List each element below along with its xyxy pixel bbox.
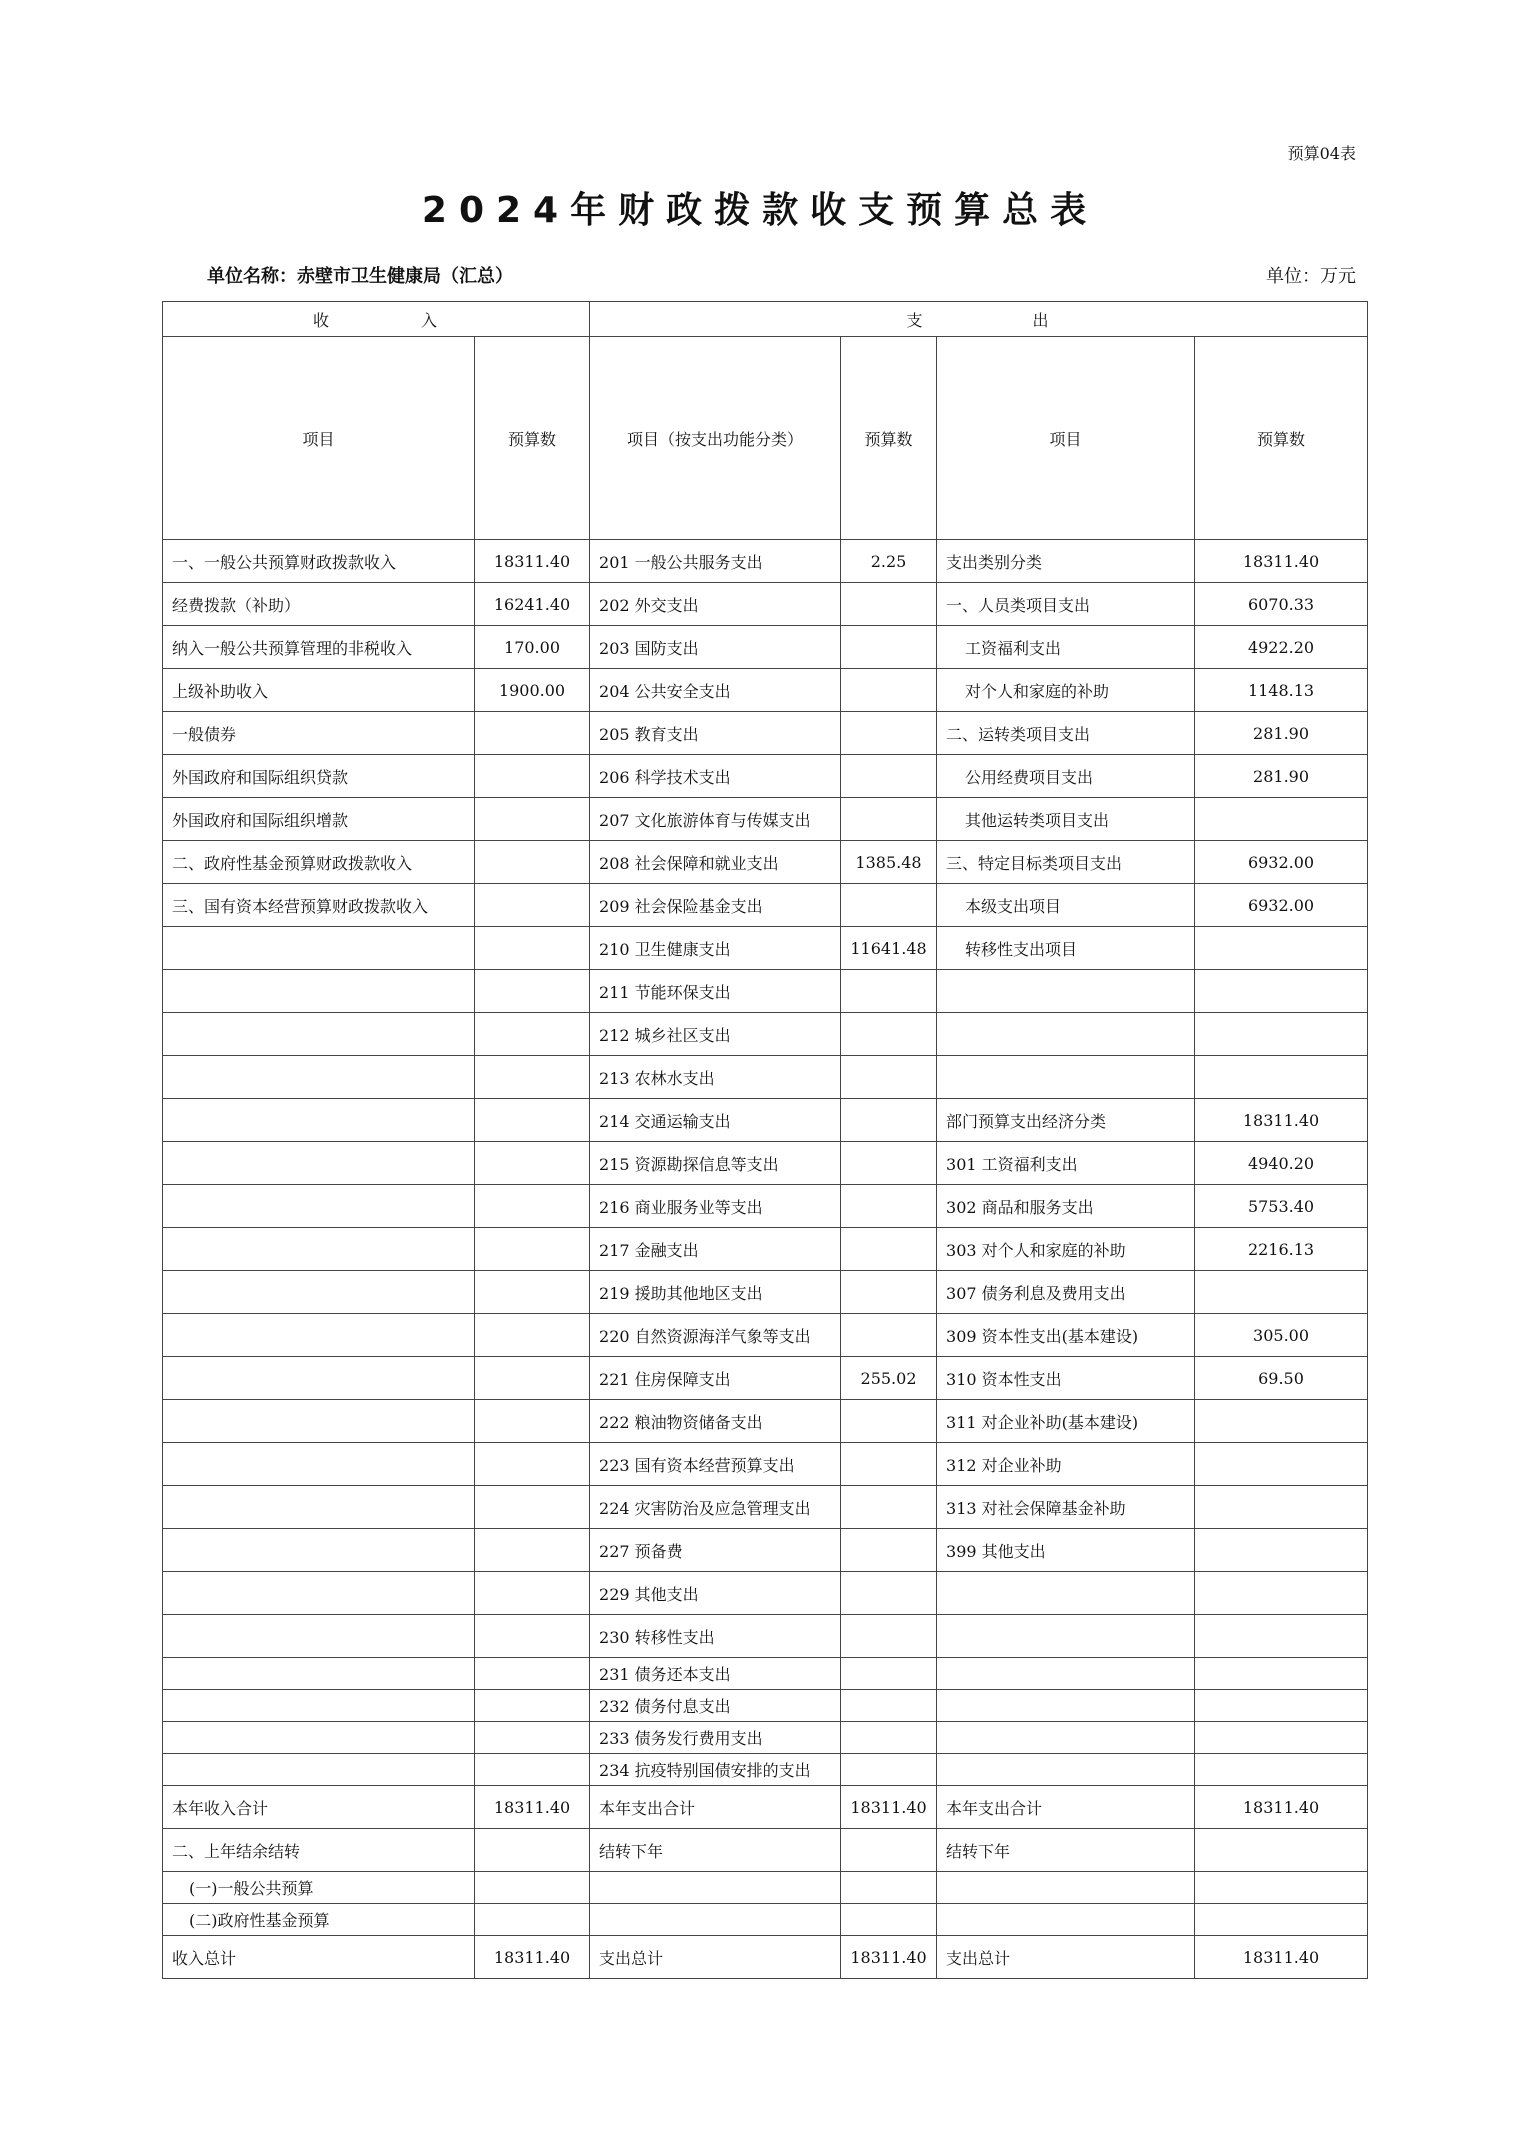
cell-income-amount — [475, 712, 590, 755]
table-row — [163, 1786, 1368, 1829]
cell-function-item: 209 社会保险基金支出 — [590, 884, 841, 927]
cell-income-amount — [475, 1658, 590, 1690]
cell-category-amount: 6932.00 — [1195, 884, 1368, 927]
income-group-header: 收 入 — [163, 302, 590, 337]
cell-function-item: 203 国防支出 — [590, 626, 841, 669]
cell-income-item: 二、上年结余结转 — [163, 1829, 475, 1872]
cell-category-amount: 281.90 — [1195, 712, 1368, 755]
cell-category-amount — [1195, 1722, 1368, 1754]
cell-function-item: 211 节能环保支出 — [590, 970, 841, 1013]
cell-income-item: 一般债券 — [163, 712, 475, 755]
cell-function-amount — [841, 1228, 937, 1271]
cell-income-amount — [475, 970, 590, 1013]
cell-income-item — [163, 1142, 475, 1185]
table-row — [163, 669, 1368, 712]
cell-income-item — [163, 1228, 475, 1271]
cell-function-amount — [841, 1572, 937, 1615]
cell-category-item — [937, 970, 1195, 1013]
cell-category-item: 309 资本性支出(基本建设) — [937, 1314, 1195, 1357]
cell-income-amount — [475, 1829, 590, 1872]
cell-income-item — [163, 927, 475, 970]
cell-income-amount: 18311.40 — [475, 540, 590, 583]
cell-category-item: 303 对个人和家庭的补助 — [937, 1228, 1195, 1271]
cell-function-amount: 255.02 — [841, 1357, 937, 1400]
cell-category-amount: 18311.40 — [1195, 1936, 1368, 1979]
cell-income-amount — [475, 1142, 590, 1185]
cell-income-item: 外国政府和国际组织增款 — [163, 798, 475, 841]
cell-function-amount — [841, 1529, 937, 1572]
cell-income-amount — [475, 841, 590, 884]
table-row — [163, 1615, 1368, 1658]
table-row — [163, 1314, 1368, 1357]
page-title: 2024年财政拨款收支预算总表 — [421, 190, 1099, 231]
cell-function-amount — [841, 1142, 937, 1185]
cell-income-amount — [475, 1013, 590, 1056]
cell-function-item: 232 债务付息支出 — [590, 1690, 841, 1722]
cell-function-item: 229 其他支出 — [590, 1572, 841, 1615]
table-row — [163, 884, 1368, 927]
column-header-row — [163, 337, 1368, 540]
cell-category-amount — [1195, 1486, 1368, 1529]
cell-income-amount — [475, 1615, 590, 1658]
cell-income-item — [163, 1572, 475, 1615]
cell-income-item: 上级补助收入 — [163, 669, 475, 712]
cell-function-item: 230 转移性支出 — [590, 1615, 841, 1658]
cell-function-amount — [841, 1872, 937, 1904]
cell-category-item — [937, 1754, 1195, 1786]
table-row — [163, 1400, 1368, 1443]
cell-income-item: 二、政府性基金预算财政拨款收入 — [163, 841, 475, 884]
cell-category-item — [937, 1872, 1195, 1904]
cell-function-item — [590, 1904, 841, 1936]
cell-category-item — [937, 1572, 1195, 1615]
cell-function-amount: 18311.40 — [841, 1936, 937, 1979]
cell-income-item: 外国政府和国际组织贷款 — [163, 755, 475, 798]
cell-income-amount — [475, 1872, 590, 1904]
cell-function-amount — [841, 1658, 937, 1690]
cell-income-item — [163, 1722, 475, 1754]
cell-income-item: 纳入一般公共预算管理的非税收入 — [163, 626, 475, 669]
table-row — [163, 1443, 1368, 1486]
cell-function-item: 207 文化旅游体育与传媒支出 — [590, 798, 841, 841]
cell-category-amount — [1195, 1443, 1368, 1486]
cell-function-item: 202 外交支出 — [590, 583, 841, 626]
cell-function-amount — [841, 798, 937, 841]
table-row — [163, 1486, 1368, 1529]
table-row — [163, 1904, 1368, 1936]
cell-category-amount: 281.90 — [1195, 755, 1368, 798]
cell-function-amount — [841, 1185, 937, 1228]
cell-category-amount — [1195, 1615, 1368, 1658]
cell-category-item — [937, 1615, 1195, 1658]
table-row — [163, 1572, 1368, 1615]
table-row — [163, 1271, 1368, 1314]
col-header-category-amount: 预算数 — [1195, 337, 1368, 540]
table-row — [163, 712, 1368, 755]
cell-income-item — [163, 1529, 475, 1572]
cell-function-item: 213 农林水支出 — [590, 1056, 841, 1099]
table-row — [163, 1722, 1368, 1754]
cell-category-amount — [1195, 1904, 1368, 1936]
cell-category-item: 本年支出合计 — [937, 1786, 1195, 1829]
cell-income-amount — [475, 1690, 590, 1722]
col-header-income-item: 项目 — [163, 337, 475, 540]
cell-function-amount — [841, 1690, 937, 1722]
cell-category-item — [937, 1658, 1195, 1690]
cell-function-item — [590, 1872, 841, 1904]
cell-category-amount: 2216.13 — [1195, 1228, 1368, 1271]
cell-category-item — [937, 1722, 1195, 1754]
cell-category-item: 结转下年 — [937, 1829, 1195, 1872]
cell-function-amount — [841, 1314, 937, 1357]
cell-category-item: 部门预算支出经济分类 — [937, 1099, 1195, 1142]
cell-category-item — [937, 1013, 1195, 1056]
cell-income-item — [163, 1658, 475, 1690]
cell-category-item: 301 工资福利支出 — [937, 1142, 1195, 1185]
cell-function-item: 205 教育支出 — [590, 712, 841, 755]
cell-income-item: 经费拨款（补助） — [163, 583, 475, 626]
cell-income-item — [163, 1056, 475, 1099]
cell-category-item: 支出总计 — [937, 1936, 1195, 1979]
cell-function-item: 201 一般公共服务支出 — [590, 540, 841, 583]
cell-income-item — [163, 1400, 475, 1443]
cell-function-amount — [841, 1400, 937, 1443]
cell-category-amount: 18311.40 — [1195, 1786, 1368, 1829]
table-row — [163, 540, 1368, 583]
cell-category-item: 一、人员类项目支出 — [937, 583, 1195, 626]
cell-function-item: 结转下年 — [590, 1829, 841, 1872]
cell-income-amount — [475, 798, 590, 841]
cell-category-item: 支出类别分类 — [937, 540, 1195, 583]
cell-income-item: 一、一般公共预算财政拨款收入 — [163, 540, 475, 583]
cell-income-amount — [475, 1271, 590, 1314]
cell-category-amount — [1195, 1013, 1368, 1056]
cell-function-item: 208 社会保障和就业支出 — [590, 841, 841, 884]
cell-category-item: 399 其他支出 — [937, 1529, 1195, 1572]
cell-income-item — [163, 1690, 475, 1722]
cell-income-amount — [475, 1314, 590, 1357]
cell-income-item — [163, 1271, 475, 1314]
table-row — [163, 798, 1368, 841]
cell-category-item: 公用经费项目支出 — [937, 755, 1195, 798]
cell-income-item — [163, 1443, 475, 1486]
cell-category-item: 转移性支出项目 — [937, 927, 1195, 970]
cell-function-amount — [841, 1754, 937, 1786]
cell-function-amount — [841, 755, 937, 798]
table-row — [163, 1829, 1368, 1872]
cell-function-amount — [841, 712, 937, 755]
cell-category-amount: 4940.20 — [1195, 1142, 1368, 1185]
cell-function-item: 231 债务还本支出 — [590, 1658, 841, 1690]
cell-income-amount — [475, 1400, 590, 1443]
cell-function-item: 215 资源勘探信息等支出 — [590, 1142, 841, 1185]
cell-function-amount — [841, 1056, 937, 1099]
cell-income-item — [163, 1099, 475, 1142]
table-row — [163, 1142, 1368, 1185]
cell-function-amount: 2.25 — [841, 540, 937, 583]
cell-category-amount — [1195, 1658, 1368, 1690]
cell-income-item: 收入总计 — [163, 1936, 475, 1979]
table-row — [163, 1056, 1368, 1099]
cell-function-amount — [841, 1904, 937, 1936]
cell-function-item: 223 国有资本经营预算支出 — [590, 1443, 841, 1486]
cell-category-amount: 305.00 — [1195, 1314, 1368, 1357]
cell-income-amount — [475, 1904, 590, 1936]
cell-category-amount: 1148.13 — [1195, 669, 1368, 712]
cell-income-item — [163, 970, 475, 1013]
table-row — [163, 1872, 1368, 1904]
cell-function-item: 支出总计 — [590, 1936, 841, 1979]
cell-function-item: 220 自然资源海洋气象等支出 — [590, 1314, 841, 1357]
cell-income-amount: 16241.40 — [475, 583, 590, 626]
table-row — [163, 1357, 1368, 1400]
cell-function-item: 210 卫生健康支出 — [590, 927, 841, 970]
cell-category-amount — [1195, 1829, 1368, 1872]
table-row — [163, 626, 1368, 669]
table-row — [163, 1185, 1368, 1228]
cell-category-amount: 5753.40 — [1195, 1185, 1368, 1228]
cell-function-amount: 1385.48 — [841, 841, 937, 884]
cell-category-item — [937, 1056, 1195, 1099]
cell-category-amount — [1195, 1690, 1368, 1722]
cell-function-item: 217 金融支出 — [590, 1228, 841, 1271]
cell-income-item: 三、国有资本经营预算财政拨款收入 — [163, 884, 475, 927]
cell-income-amount — [475, 1486, 590, 1529]
cell-function-amount — [841, 1722, 937, 1754]
cell-function-amount — [841, 1443, 937, 1486]
table-row — [163, 1013, 1368, 1056]
cell-income-item — [163, 1185, 475, 1228]
cell-income-item — [163, 1754, 475, 1786]
col-header-function-amount: 预算数 — [841, 337, 937, 540]
cell-income-amount — [475, 1357, 590, 1400]
cell-function-item: 224 灾害防治及应急管理支出 — [590, 1486, 841, 1529]
cell-income-amount — [475, 927, 590, 970]
cell-function-amount — [841, 970, 937, 1013]
unit-label: 单位：万元 — [1266, 266, 1356, 287]
cell-category-item: 对个人和家庭的补助 — [937, 669, 1195, 712]
cell-category-amount: 18311.40 — [1195, 1099, 1368, 1142]
cell-function-item: 216 商业服务业等支出 — [590, 1185, 841, 1228]
table-row — [163, 1658, 1368, 1690]
cell-category-item: 三、特定目标类项目支出 — [937, 841, 1195, 884]
cell-income-item — [163, 1314, 475, 1357]
cell-category-item: 二、运转类项目支出 — [937, 712, 1195, 755]
cell-function-amount — [841, 669, 937, 712]
cell-category-item: 311 对企业补助(基本建设) — [937, 1400, 1195, 1443]
cell-income-item: (一)一般公共预算 — [163, 1872, 475, 1904]
cell-category-amount — [1195, 1872, 1368, 1904]
cell-income-item — [163, 1615, 475, 1658]
cell-category-item: 本级支出项目 — [937, 884, 1195, 927]
cell-function-amount — [841, 884, 937, 927]
cell-category-amount: 4922.20 — [1195, 626, 1368, 669]
cell-category-item: 其他运转类项目支出 — [937, 798, 1195, 841]
cell-income-amount — [475, 1529, 590, 1572]
cell-income-amount: 170.00 — [475, 626, 590, 669]
cell-function-item: 222 粮油物资储备支出 — [590, 1400, 841, 1443]
table-row — [163, 841, 1368, 884]
cell-category-amount — [1195, 1400, 1368, 1443]
cell-category-amount — [1195, 798, 1368, 841]
cell-category-amount: 6070.33 — [1195, 583, 1368, 626]
col-header-income-amount: 预算数 — [475, 337, 590, 540]
cell-category-item: 313 对社会保障基金补助 — [937, 1486, 1195, 1529]
table-row — [163, 1099, 1368, 1142]
cell-income-item — [163, 1013, 475, 1056]
cell-function-item: 206 科学技术支出 — [590, 755, 841, 798]
cell-income-item — [163, 1357, 475, 1400]
cell-income-amount — [475, 884, 590, 927]
cell-category-item: 307 债务利息及费用支出 — [937, 1271, 1195, 1314]
expense-group-header: 支 出 — [590, 302, 1368, 337]
cell-function-amount — [841, 1829, 937, 1872]
table-row — [163, 755, 1368, 798]
cell-function-item: 234 抗疫特别国债安排的支出 — [590, 1754, 841, 1786]
cell-function-amount: 11641.48 — [841, 927, 937, 970]
cell-income-amount: 1900.00 — [475, 669, 590, 712]
table-row — [163, 1690, 1368, 1722]
cell-category-item: 工资福利支出 — [937, 626, 1195, 669]
cell-category-amount — [1195, 1271, 1368, 1314]
cell-income-amount — [475, 1228, 590, 1271]
cell-function-amount: 18311.40 — [841, 1786, 937, 1829]
cell-category-amount — [1195, 970, 1368, 1013]
cell-income-amount — [475, 1754, 590, 1786]
cell-function-item: 227 预备费 — [590, 1529, 841, 1572]
cell-income-item: 本年收入合计 — [163, 1786, 475, 1829]
cell-income-amount — [475, 1443, 590, 1486]
group-header-row — [163, 302, 1368, 337]
cell-category-item — [937, 1904, 1195, 1936]
cell-category-amount — [1195, 927, 1368, 970]
cell-category-item: 310 资本性支出 — [937, 1357, 1195, 1400]
cell-function-item: 214 交通运输支出 — [590, 1099, 841, 1142]
table-row — [163, 1529, 1368, 1572]
table-row — [163, 1936, 1368, 1979]
cell-income-amount — [475, 1572, 590, 1615]
cell-function-item: 212 城乡社区支出 — [590, 1013, 841, 1056]
cell-income-amount — [475, 1056, 590, 1099]
cell-category-item: 312 对企业补助 — [937, 1443, 1195, 1486]
col-header-function-item: 项目（按支出功能分类） — [590, 337, 841, 540]
cell-income-amount — [475, 1185, 590, 1228]
cell-category-amount: 69.50 — [1195, 1357, 1368, 1400]
cell-function-item: 233 债务发行费用支出 — [590, 1722, 841, 1754]
cell-category-item: 302 商品和服务支出 — [937, 1185, 1195, 1228]
cell-category-amount — [1195, 1056, 1368, 1099]
cell-function-amount — [841, 1099, 937, 1142]
form-number: 预算04表 — [1287, 144, 1356, 163]
cell-income-amount: 18311.40 — [475, 1786, 590, 1829]
cell-function-amount — [841, 583, 937, 626]
cell-function-item: 221 住房保障支出 — [590, 1357, 841, 1400]
cell-income-amount — [475, 755, 590, 798]
budget-table — [162, 301, 1368, 1979]
cell-function-item: 本年支出合计 — [590, 1786, 841, 1829]
cell-function-amount — [841, 1486, 937, 1529]
unit-name: 单位名称：赤壁市卫生健康局（汇总） — [207, 266, 513, 287]
cell-category-amount — [1195, 1754, 1368, 1786]
table-row — [163, 583, 1368, 626]
cell-category-amount: 6932.00 — [1195, 841, 1368, 884]
cell-function-amount — [841, 1013, 937, 1056]
cell-function-amount — [841, 1271, 937, 1314]
cell-function-amount — [841, 1615, 937, 1658]
cell-category-amount — [1195, 1529, 1368, 1572]
col-header-category-item: 项目 — [937, 337, 1195, 540]
cell-category-amount: 18311.40 — [1195, 540, 1368, 583]
table-row — [163, 1228, 1368, 1271]
cell-income-item — [163, 1486, 475, 1529]
table-row — [163, 927, 1368, 970]
cell-income-item: (二)政府性基金预算 — [163, 1904, 475, 1936]
table-row — [163, 970, 1368, 1013]
table-row — [163, 1754, 1368, 1786]
cell-function-item: 219 援助其他地区支出 — [590, 1271, 841, 1314]
cell-function-amount — [841, 626, 937, 669]
cell-income-amount — [475, 1099, 590, 1142]
cell-income-amount: 18311.40 — [475, 1936, 590, 1979]
cell-category-item — [937, 1690, 1195, 1722]
cell-function-item: 204 公共安全支出 — [590, 669, 841, 712]
cell-category-amount — [1195, 1572, 1368, 1615]
cell-income-amount — [475, 1722, 590, 1754]
